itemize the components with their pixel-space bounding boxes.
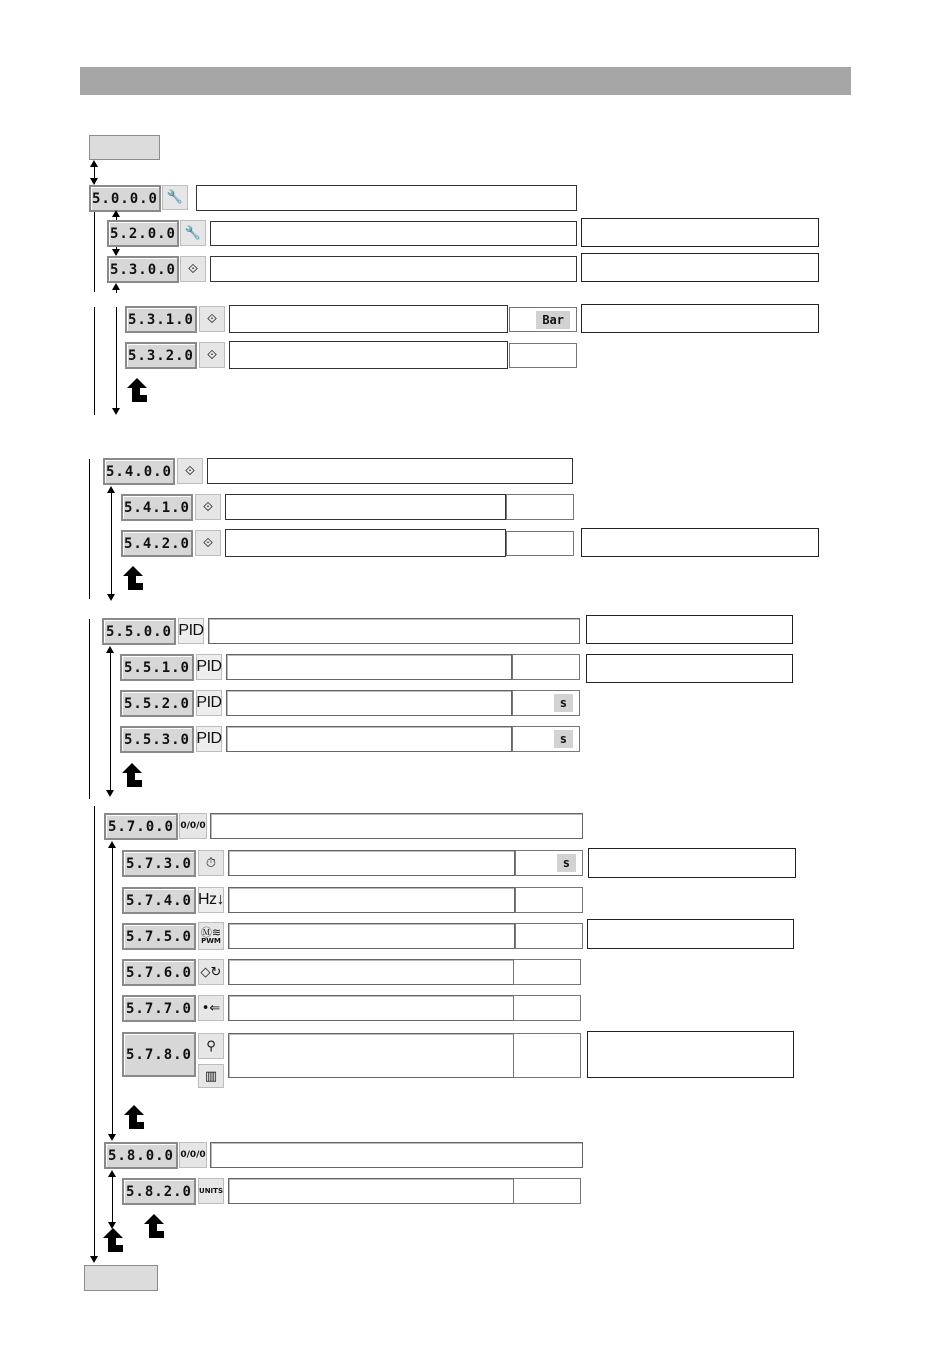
parameter-field-5520 [226, 690, 512, 716]
menu-title-field-5000 [196, 185, 577, 211]
description-box-5310 [581, 304, 819, 333]
pwm-icon [198, 922, 224, 950]
main-bracket-line [94, 806, 95, 1256]
description-box-5500 [586, 615, 793, 644]
section-header-bar [80, 67, 851, 95]
group-connector-line [110, 650, 111, 790]
unit-label: s [554, 694, 573, 712]
back-arrow-icon[interactable] [121, 565, 145, 591]
unit-box-5730 [515, 850, 583, 876]
menu-title-field-5400 [207, 458, 573, 484]
unit-box-5530 [512, 726, 580, 752]
arrow-up-icon [112, 210, 120, 217]
unit-box-5310 [509, 307, 577, 332]
units-icon: UNITS [198, 1178, 224, 1204]
parameter-field-5510 [226, 654, 512, 680]
parameter-field-5780 [228, 1033, 515, 1078]
menu-code-5420[interactable]: 5.4.2.0 [121, 530, 193, 557]
group-connector-line [112, 1174, 113, 1222]
unit-label: s [557, 854, 576, 872]
menu-code-5510[interactable]: 5.5.1.0 [120, 654, 194, 681]
group-bracket-line [89, 619, 90, 799]
parameter-field-5310 [229, 305, 508, 333]
unit-box-5780 [513, 1033, 581, 1078]
group-connector-line [112, 845, 113, 1135]
motor-wave-glyph: Ⓜ≋ [200, 926, 222, 939]
arrow-up-icon [90, 160, 98, 167]
link-wrench-icon: 🔧 [180, 220, 206, 246]
menu-code-5520[interactable]: 5.5.2.0 [120, 690, 194, 717]
menu-code-5400[interactable]: 5.4.0.0 [103, 458, 175, 485]
arrow-down-icon [90, 1256, 98, 1263]
unit-box-5770 [513, 995, 581, 1021]
description-box-5780 [587, 1031, 794, 1078]
description-box-5200 [581, 218, 819, 247]
sensor1-icon: ⟐ [180, 256, 206, 282]
digital-io-icon: 0/0/0 [179, 813, 207, 839]
back-arrow-icon[interactable] [125, 377, 149, 403]
arrow-down-icon [112, 249, 120, 256]
description-box-5730 [588, 848, 796, 878]
group-bracket-line [89, 459, 90, 599]
unit-label: Bar [536, 311, 570, 329]
menu-code-5750[interactable]: 5.7.5.0 [122, 923, 196, 950]
parameter-field-5320 [229, 341, 508, 369]
parameter-field-5770 [228, 995, 515, 1021]
previous-menu-box[interactable] [89, 135, 160, 160]
menu-code-5780[interactable]: 5.7.8.0 [122, 1032, 196, 1077]
sensor2-icon: ⟐ [195, 530, 221, 556]
description-box-5420 [581, 528, 819, 557]
group-connector-line [111, 490, 112, 594]
description-box-5300 [581, 253, 819, 282]
unit-box-5520 [512, 690, 580, 716]
timer-icon: ⏱ [198, 850, 224, 876]
back-arrow-icon[interactable] [101, 1227, 125, 1253]
unit-box-5510 [512, 654, 580, 680]
parameter-field-5760 [228, 959, 515, 985]
pid-icon: PID [196, 654, 222, 680]
unit-box-5760 [513, 959, 581, 985]
unit-box-5410 [506, 494, 574, 520]
parameter-field-5730 [228, 850, 515, 876]
menu-code-5800[interactable]: 5.8.0.0 [104, 1142, 178, 1169]
menu-code-5310[interactable]: 5.3.1.0 [125, 306, 197, 333]
back-arrow-icon[interactable] [122, 1104, 146, 1130]
pump-battery-icon: ▥ [198, 1064, 224, 1088]
pwm-label: PWM [201, 937, 221, 945]
unit-box-5740 [515, 887, 583, 913]
pid-icon: PID [196, 726, 222, 752]
menu-title-field-5200 [210, 221, 577, 246]
back-arrow-icon[interactable] [142, 1213, 166, 1239]
sensor2-icon: ⟐ [177, 458, 203, 484]
parameter-field-5740 [228, 887, 515, 913]
group-connector-line [116, 307, 117, 408]
menu-code-5300[interactable]: 5.3.0.0 [107, 256, 179, 283]
unit-box-5820 [513, 1178, 581, 1204]
unit-box-5420 [506, 531, 574, 556]
menu-code-5410[interactable]: 5.4.1.0 [121, 494, 193, 521]
parameter-field-5410 [225, 494, 506, 520]
pid-icon: PID [196, 690, 222, 716]
menu-title-field-5700 [210, 813, 583, 839]
sensor1-icon: ⟐ [199, 306, 225, 332]
arrow-down-icon [106, 790, 114, 797]
sensor2-icon: ⟐ [195, 494, 221, 520]
menu-code-5200[interactable]: 5.2.0.0 [107, 220, 179, 247]
unit-box-5320 [509, 343, 577, 368]
parameter-field-5530 [226, 726, 512, 752]
menu-connector-line [94, 212, 95, 292]
menu-code-5500[interactable]: 5.5.0.0 [102, 618, 176, 645]
back-arrow-icon[interactable] [120, 762, 144, 788]
arrow-down-icon [107, 594, 115, 601]
description-box-5510 [586, 654, 793, 683]
parameter-field-5420 [225, 529, 506, 557]
menu-title-field-5800 [210, 1142, 583, 1168]
pid-icon: PID [178, 618, 204, 644]
menu-code-5730[interactable]: 5.7.3.0 [122, 850, 196, 877]
arrow-down-icon [108, 1134, 116, 1141]
sensor1-icon: ⟐ [199, 342, 225, 368]
menu-code-5740[interactable]: 5.7.4.0 [122, 887, 196, 914]
menu-code-5760[interactable]: 5.7.6.0 [122, 959, 196, 986]
menu-title-field-5300 [210, 256, 577, 282]
parameter-field-5820 [228, 1178, 515, 1204]
menu-code-5530[interactable]: 5.5.3.0 [120, 726, 194, 753]
wrench-icon: 🔧 [162, 185, 188, 210]
menu-code-5320[interactable]: 5.3.2.0 [125, 342, 197, 369]
submenu-connector-line [116, 288, 117, 293]
sensor-rotate-icon: ◇↻ [198, 959, 224, 985]
menu-title-field-5500 [208, 618, 580, 644]
menu-code-5700[interactable]: 5.7.0.0 [104, 813, 178, 840]
menu-code-5000[interactable]: 5.0.0.0 [89, 185, 161, 212]
parameter-field-5750 [228, 923, 515, 949]
group-bracket-line [94, 307, 95, 415]
frequency-down-icon: Hz↓ [198, 887, 224, 913]
unit-box-5750 [515, 923, 583, 949]
digital-io-icon: 0/0/0 [179, 1142, 207, 1168]
arrow-down-icon [90, 178, 98, 185]
menu-code-5770[interactable]: 5.7.7.0 [122, 995, 196, 1022]
return-icon: •⇐ [198, 995, 224, 1021]
menu-code-5820[interactable]: 5.8.2.0 [122, 1178, 196, 1205]
unit-label: s [554, 730, 573, 748]
description-box-5750 [587, 919, 794, 949]
arrow-down-icon [112, 408, 120, 415]
pump-icon: ⚲ [198, 1033, 224, 1059]
next-menu-box[interactable] [84, 1265, 158, 1291]
